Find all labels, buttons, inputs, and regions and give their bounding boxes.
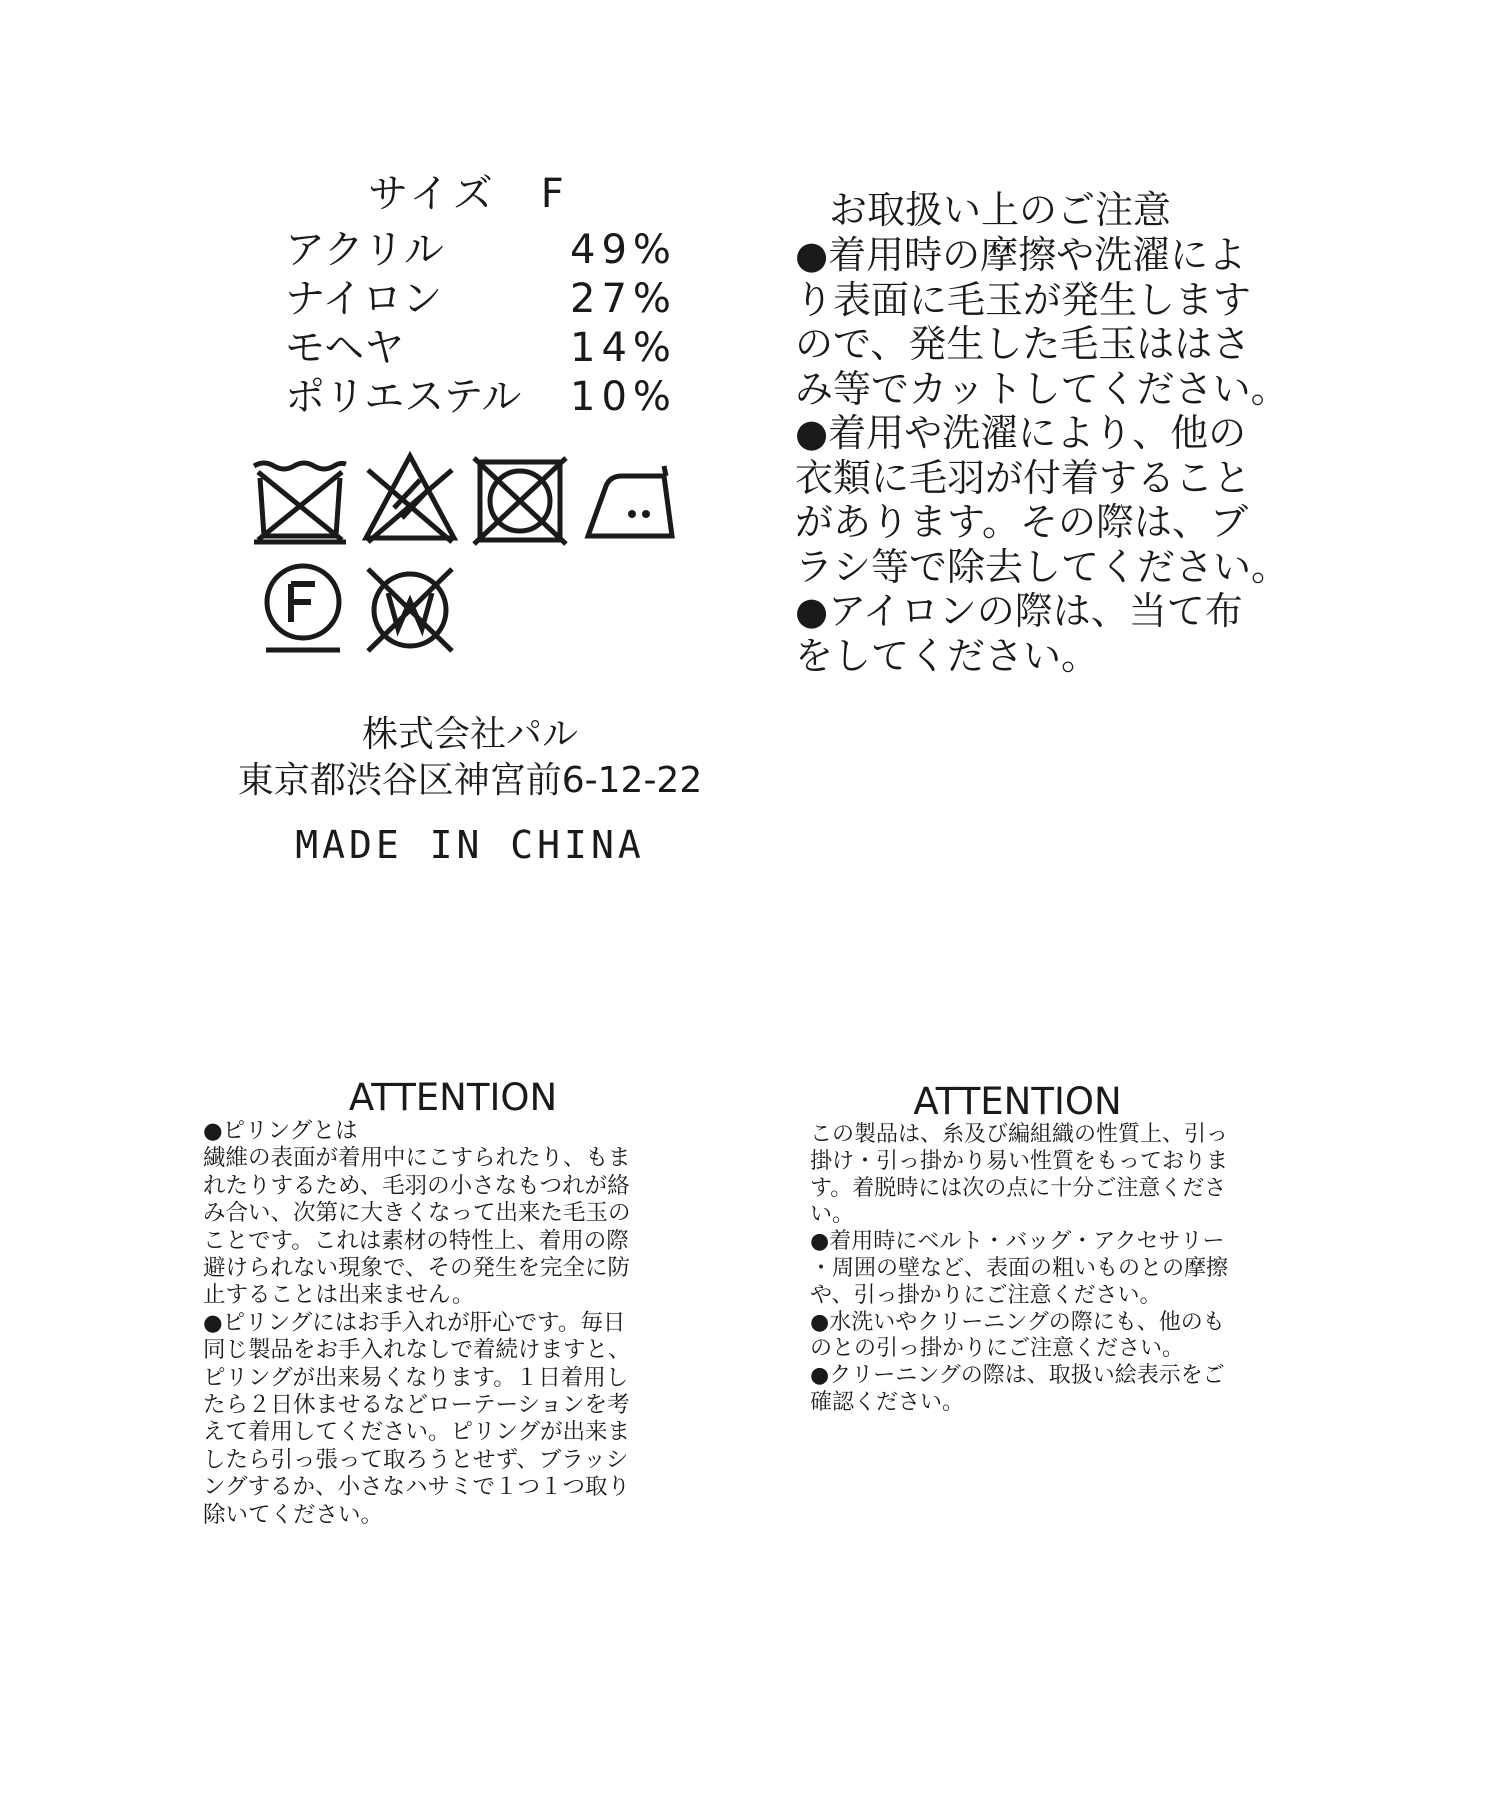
handling-line: があります。その際は、ブ	[795, 500, 1248, 544]
company-info	[200, 712, 740, 804]
fabric-name: ポリエステル	[285, 374, 522, 420]
attention-body	[810, 1122, 1285, 1417]
attention-line: したら引っ張って取ろうとせず、ブラッシ	[203, 1446, 629, 1473]
attention-line: のとの引っ掛かりにご注意ください。	[810, 1336, 1185, 1362]
company-name: 株式会社パル	[361, 714, 578, 755]
attention-line: ・周囲の壁など、表面の粗いものとの摩擦	[810, 1255, 1229, 1281]
handling-body	[795, 233, 1315, 678]
handling-title: お取扱い上のご注意	[828, 188, 1171, 232]
handling-line: をしてください。	[795, 633, 1100, 678]
handling-line: り表面に毛玉が発生します	[795, 277, 1252, 322]
attention-line: えて着用してください。ピリングが出来ま	[203, 1419, 631, 1446]
no-wet-clean-icon	[360, 565, 460, 655]
handling-line: ●着用時の摩擦や洗濯によ	[795, 233, 1247, 277]
attention-line: 避けられない現象で、その発生を完全に防	[203, 1255, 631, 1282]
fabric-name: ナイロン	[285, 276, 443, 322]
attention-line: い。	[810, 1202, 855, 1228]
fabric-name: モヘヤ	[285, 325, 405, 371]
attention-body	[203, 1118, 703, 1529]
attention-snagging	[810, 1082, 1285, 1417]
fabric-percent: 27%	[570, 276, 677, 322]
attention-line: ●ピリングにはお手入れが肝心です。毎日	[203, 1309, 626, 1336]
attention-line: ●水洗いやクリーニングの際にも、他のも	[810, 1309, 1225, 1335]
handling-line: 衣類に毛羽が付着すること	[795, 455, 1252, 500]
dry-clean-f-icon	[258, 560, 348, 656]
attention-line: 止することは出来ません。	[203, 1282, 475, 1309]
fabric-percent: 49%	[570, 227, 677, 273]
fabric-percent: 14%	[570, 325, 677, 371]
size-label: サイズ F	[368, 171, 568, 217]
fabric-row	[285, 275, 685, 324]
iron-medium-icon	[580, 456, 690, 542]
attention-line: ●着用時にベルト・バッグ・アクセサリー	[810, 1229, 1225, 1255]
attention-line: 除いてください。	[203, 1501, 384, 1528]
fabric-name: アクリル	[285, 227, 444, 273]
attention-line: この製品は、糸及び編組織の性質上、引っ	[810, 1122, 1229, 1147]
attention-title: ATTENTION	[913, 1080, 1122, 1123]
handling-line: ●着用や洗濯により、他の	[795, 411, 1247, 455]
attention-title: ATTENTION	[348, 1076, 558, 1119]
handling-line: ラシ等で除去してください。	[795, 544, 1290, 589]
attention-line: や、引っ掛かりにご注意ください。	[810, 1282, 1162, 1308]
fabric-percent: 10%	[570, 374, 677, 420]
attention-line: ●クリーニングの際は、取扱い絵表示をご	[810, 1363, 1225, 1389]
attention-line: ピリングが出来易くなります。１日着用し	[203, 1364, 629, 1391]
attention-line: ●ピリングとは	[203, 1118, 358, 1144]
handling-notes	[795, 187, 1315, 678]
handling-line: ●アイロンの際は、当て布	[795, 589, 1243, 633]
attention-line: 繊維の表面が着用中にこすられたり、もま	[203, 1145, 631, 1172]
fabric-row	[285, 373, 685, 422]
attention-line: 確認ください。	[810, 1389, 965, 1415]
attention-pilling	[203, 1078, 703, 1529]
attention-line: 同じ製品をお手入れなしで着続けますと、	[203, 1337, 631, 1364]
no-tumble-dry-icon	[470, 456, 570, 546]
company-address: 東京都渋谷区神宮前6-12-22	[237, 760, 703, 801]
country-of-origin: MADE IN CHINA	[295, 823, 645, 867]
fabric-composition	[285, 226, 685, 422]
fabric-row	[285, 226, 685, 275]
attention-line: ことです。これは素材の特性上、着用の際	[203, 1227, 629, 1254]
attention-line: ングするか、小さなハサミで１つ１つ取り	[203, 1474, 631, 1501]
attention-line: れたりするため、毛羽の小さなもつれが絡	[203, 1172, 630, 1199]
handling-line: み等でカットしてください。	[795, 366, 1289, 411]
attention-line: み合い、次第に大きくなって出来た毛玉の	[203, 1200, 631, 1227]
attention-line: 掛け・引っ掛かり易い性質をもっておりま	[810, 1148, 1229, 1174]
handling-line: ので、発生した毛玉ははさ	[795, 322, 1251, 366]
no-wash-icon	[250, 458, 350, 546]
attention-line: す。着脱時には次の点に十分ご注意くださ	[810, 1175, 1227, 1201]
attention-line: たら２日休ませるなどローテーションを考	[203, 1392, 630, 1419]
no-bleach-icon	[360, 450, 460, 546]
fabric-row	[285, 324, 685, 373]
